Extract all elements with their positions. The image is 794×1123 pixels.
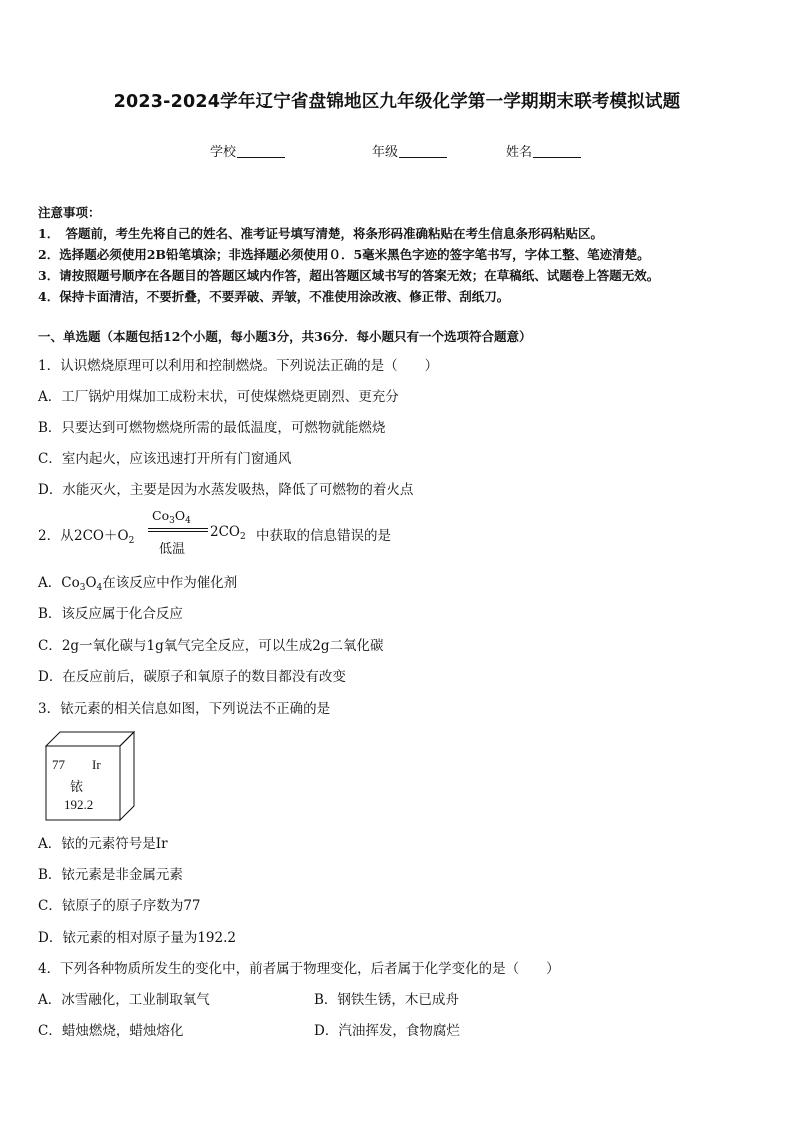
atomic-number: 77 [52,757,65,772]
name-field: 姓名 [506,141,581,160]
q4-option-b: B．钢铁生锈，木已成舟 [314,992,459,1008]
q2-option-c: C．2g一氧化碳与1g氧气完全反应，可以生成2g二氧化碳 [38,638,384,654]
notice-item-3: 3．请按照题号顺序在各题目的答题区域内作答，超出答题区域书写的答案无效；在草稿纸、试题卷上答题无效。 [38,268,660,283]
q1-option-b: B．只要达到可燃物燃烧所需的最低温度，可燃物就能燃烧 [38,420,386,436]
section-heading: 一、单选题（本题包括12个小题，每小题3分，共36分．每小题只有一个选项符合题意） [38,329,532,344]
equation-condition: 低温 [159,542,186,557]
q2-option-d: D．在反应前后，碳原子和氧原子的数目都没有改变 [38,669,346,685]
q3-option-b: B．铱元素是非金属元素 [38,867,183,883]
equation-product: $2CO_2$ [210,524,246,542]
q4-option-c: C．蜡烛燃烧，蜡烛熔化 [38,1023,184,1039]
equation-reactants: $2CO+O_2$ [74,528,135,546]
notice-item-4: 4．保持卡面清洁，不要折叠，不要弄破、弄皱，不准使用涂改液、修正带、刮纸刀。 [38,289,510,304]
q4-option-d: D．汽油挥发，食物腐烂 [314,1023,460,1039]
element-name: 铱 [70,779,84,794]
atomic-mass: 192.2 [64,797,94,812]
q2-option-a: A．$Co_3O_4$在该反应中作为催化剂 [38,575,238,593]
element-symbol: Ir [92,757,101,772]
q3-option-c: C．铱原子的原子序数为77 [38,898,201,914]
q4-stem: 4．下列各种物质所发生的变化中，前者属于物理变化，后者属于化学变化的是（ ） [38,961,560,977]
q4-option-a: A．冰雪融化，工业制取氧气 [38,992,210,1008]
equation-arrow [148,528,208,529]
q3-stem: 3．铱元素的相关信息如图，下列说法不正确的是 [38,701,331,717]
notice-heading: 注意事项： [38,205,101,220]
q1-option-c: C．室内起火，应该迅速打开所有门窗通风 [38,451,292,467]
q1-option-d: D．水能灭火，主要是因为水蒸发吸热，降低了可燃物的着火点 [38,482,414,498]
school-field: 学校 [210,141,285,160]
page-title: 2023-2024学年辽宁省盘锦地区九年级化学第一学期期末联考模拟试题 [113,92,681,112]
q1-stem: 1．认识燃烧原理可以利用和控制燃烧。下列说法正确的是（ ） [38,358,439,374]
q2-option-b: B．该反应属于化合反应 [38,606,183,622]
q1-option-a: A．工厂锅炉用煤加工成粉末状，可使煤燃烧更剧烈、更充分 [38,389,399,405]
grade-field: 年级 [372,141,447,160]
equation-catalyst: $Co_3O_4$ [152,508,191,526]
q2-stem: 2．从 $2CO+O_2$ $Co_3O_4$ 低温 $2CO_2$ 中获取的信息错误的是 [38,508,391,557]
notice-item-1: 1． 答题前，考生先将自己的姓名、准考证号填写清楚，将条形码准确粘贴在考生信息条形码粘贴区。 [38,226,603,241]
q3-option-a: A．铱的元素符号是Ir [38,836,168,852]
notice-item-2: 2．选择题必须使用2B铅笔填涂；非选择题必须使用０．5毫米黑色字迹的签字笔书写，字体工整、笔迹清楚。 [38,247,650,262]
q3-option-d: D．铱元素的相对原子量为192.2 [38,930,236,946]
